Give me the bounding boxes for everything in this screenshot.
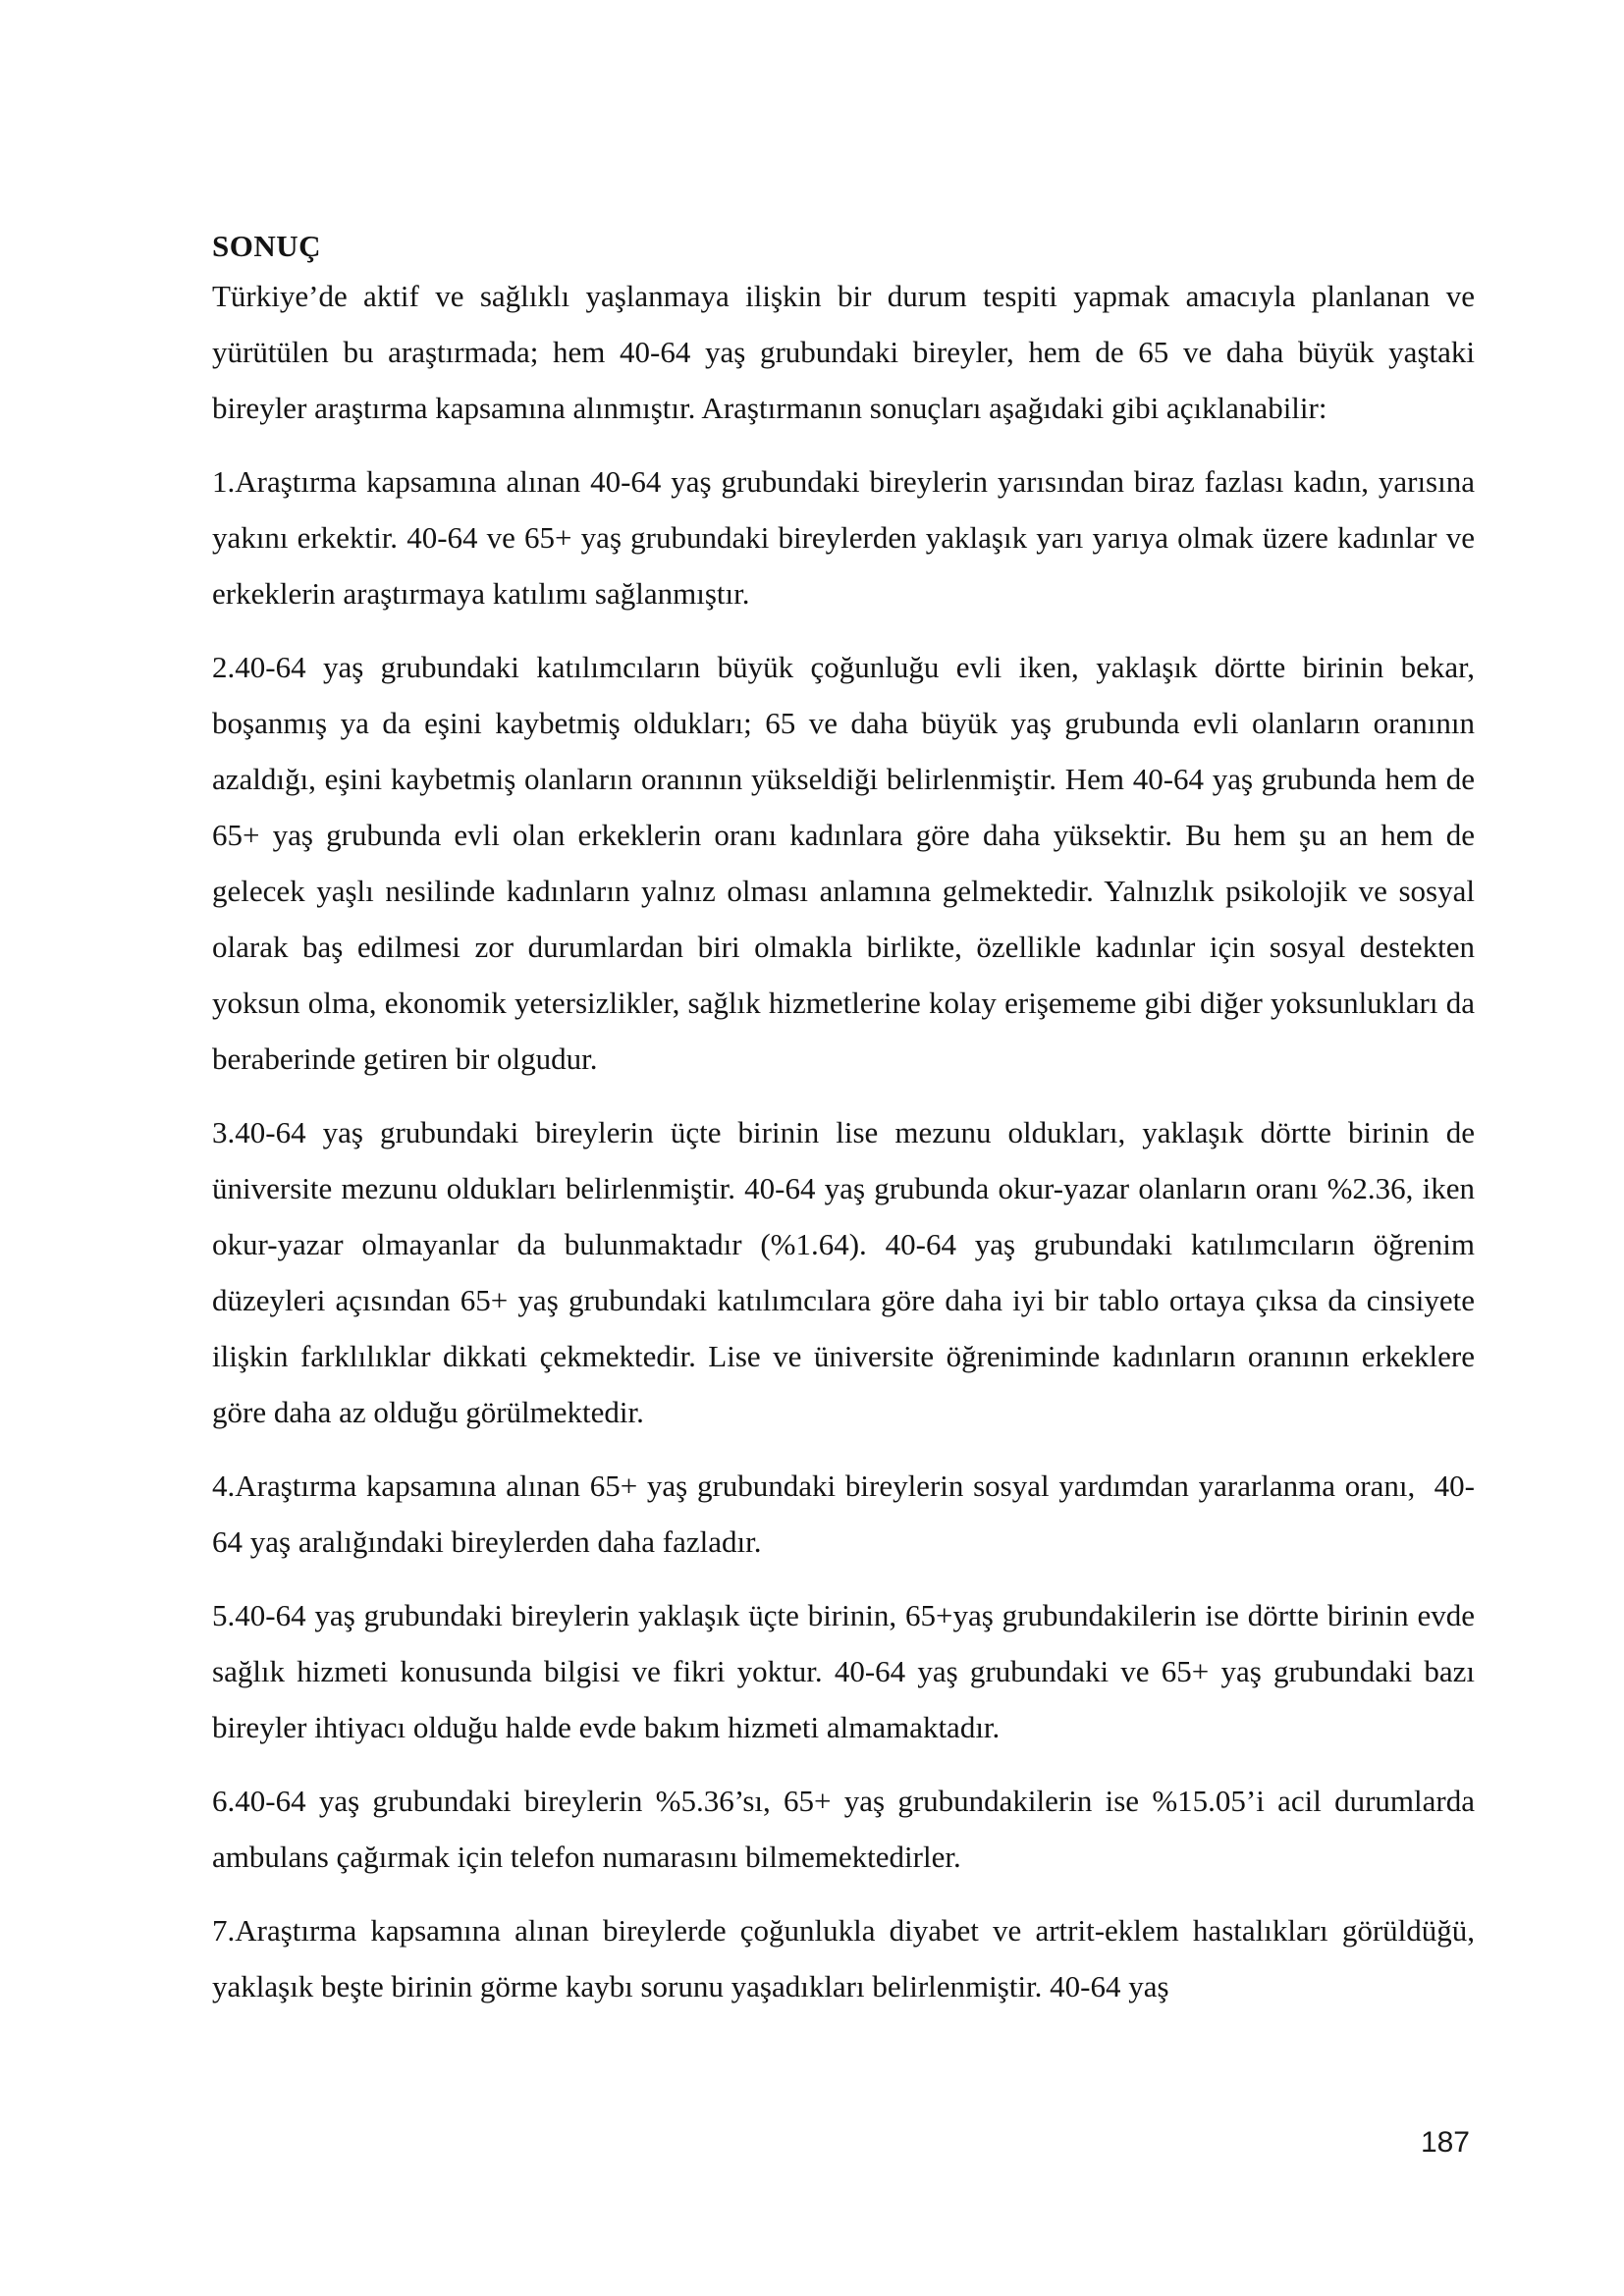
section-heading: SONUÇ [212, 229, 322, 263]
conclusion-paragraph-7: 7.Araştırma kapsamına alınan bireylerde çoğunlukla diyabet ve artrit-eklem hastalıkları görüldüğü, yaklaşık beşte birinin görme kaybı sorunu yaşadıkları belirlenmiştir. 40-64 yaş [212, 1913, 1483, 2003]
page-number: 187 [1420, 2126, 1470, 2159]
intro-paragraph: Türkiye’de aktif ve sağlıklı yaşlanmaya ilişkin bir durum tespiti yapmak amacıyla planlanan ve yürütülen bu araştırmada; hem 40-64 yaş grubundaki bireyler, hem de 65 ve daha büyük yaştaki bireyler araştırma kapsamına alınmıştır. Araştırmanın sonuçları aşağıdaki gibi açıklanabilir: [212, 279, 1483, 425]
conclusion-paragraph-1: 1.Araştırma kapsamına alınan 40-64 yaş grubundaki bireylerin yarısından biraz fazlası kadın, yarısına yakını erkektir. 40-64 ve 65+ yaş grubundaki bireylerden yaklaşık yarı yarıya olmak üzere kadınlar ve erkeklerin araştırmaya katılımı sağlanmıştır. [212, 464, 1483, 611]
conclusion-paragraph-4: 4.Araştırma kapsamına alınan 65+ yaş grubundaki bireylerin sosyal yardımdan yararlanma oranı, 40-64 yaş aralığındaki bireylerden daha fazladır. [212, 1468, 1475, 1559]
conclusion-paragraph-3: 3.40-64 yaş grubundaki bireylerin üçte birinin lise mezunu oldukları, yaklaşık dörtte birinin de üniversite mezunu oldukları belirlenmiştir. 40-64 yaş grubunda okur-yazar olanların oranı %2.36, iken okur-yazar olmayanlar da bulunmaktadır (%1.64). 40-64 yaş grubundaki katılımcıların öğrenim düzeyleri açısından 65+ yaş grubundaki katılımcılara göre daha iyi bir tablo ortaya çıksa da cinsiyete ilişkin farklılıklar dikkati çekmektedir. Lise ve üniversite öğreniminde kadınların oranının erkeklere göre daha az olduğu görülmektedir. [212, 1115, 1483, 1429]
conclusion-paragraph-5: 5.40-64 yaş grubundaki bireylerin yaklaşık üçte birinin, 65+yaş grubundakilerin ise dörtte birinin evde sağlık hizmeti konusunda bilgisi ve fikri yoktur. 40-64 yaş grubundaki ve 65+ yaş grubundaki bazı bireyler ihtiyacı olduğu halde evde bakım hizmeti almamaktadır. [212, 1598, 1483, 1744]
document-page [212, 225, 1483, 2014]
conclusion-paragraph-2: 2.40-64 yaş grubundaki katılımcıların büyük çoğunluğu evli iken, yaklaşık dörtte birinin bekar, boşanmış ya da eşini kaybetmiş oldukları; 65 ve daha büyük yaş grubunda evli olanların oranının azaldığı, eşini kaybetmiş olanların oranının yükseldiği belirlenmiştir. Hem 40-64 yaş grubunda hem de 65+ yaş grubunda evli olan erkeklerin oranı kadınlara göre daha yüksektir. Bu hem şu an hem de gelecek yaşlı nesilinde kadınların yalnız olması anlamına gelmektedir. Yalnızlık psikolojik ve sosyal olarak baş edilmesi zor durumlardan biri olmakla birlikte, özellikle kadınlar için sosyal destekten yoksun olma, ekonomik yetersizlikler, sağlık hizmetlerine kolay erişememe gibi diğer yoksunlukları da beraberinde getiren bir olgudur. [212, 650, 1483, 1076]
conclusion-paragraph-6: 6.40-64 yaş grubundaki bireylerin %5.36’sı, 65+ yaş grubundakilerin ise %15.05’i acil durumlarda ambulans çağırmak için telefon numarasını bilmemektedirler. [212, 1784, 1483, 1874]
